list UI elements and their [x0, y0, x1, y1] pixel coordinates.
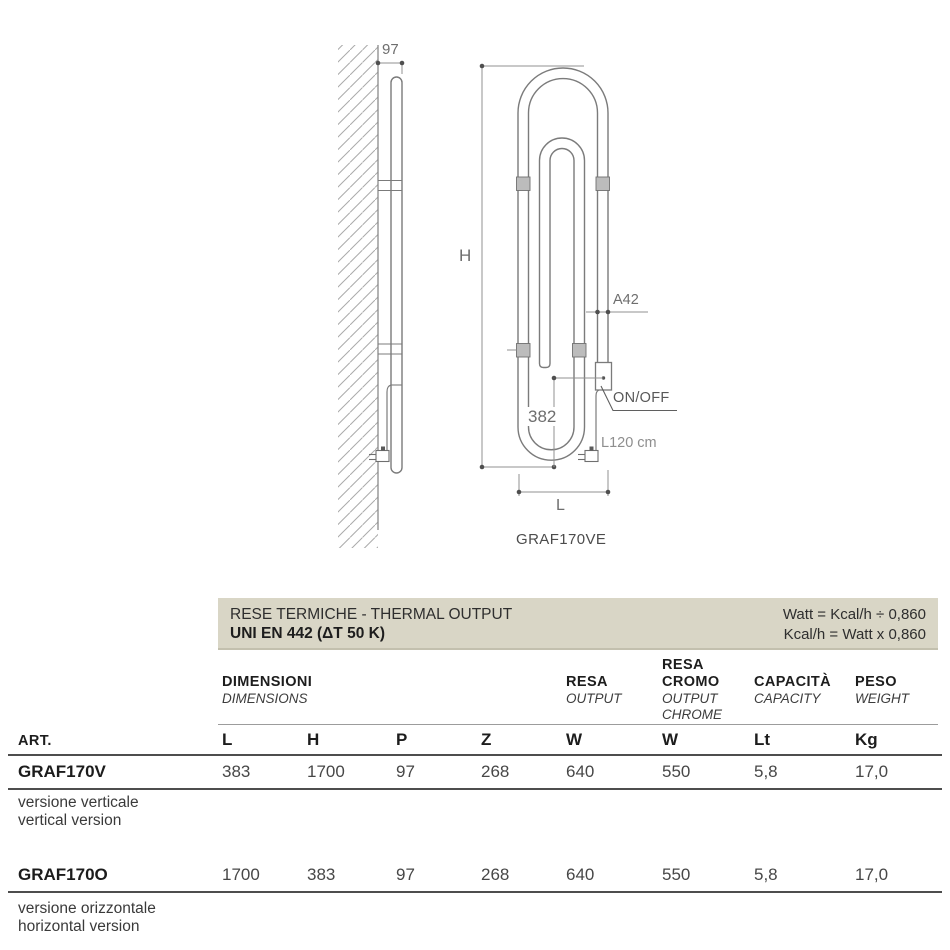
onoff-label: ON/OFF: [613, 390, 670, 406]
row1-Kg: 17,0: [855, 762, 889, 781]
row1-H: 1700: [307, 762, 345, 781]
group-subtitle-row: [18, 691, 950, 722]
row2-W-chrome: 550: [662, 865, 691, 884]
unit-L: L: [222, 730, 233, 749]
offset-dim-label: 382: [528, 407, 557, 426]
row1-W-output: 640: [566, 762, 595, 781]
closed-end-cap: [540, 364, 551, 368]
table-rule-thin: [218, 724, 938, 725]
row2-note: [18, 900, 156, 935]
group-weight-subtitle: WEIGHT: [855, 691, 909, 706]
tube-dim-label: A42: [613, 292, 639, 308]
thermal-band-title: RESE TERMICHE - THERMAL OUTPUT: [230, 606, 513, 623]
group-output-title: RESA: [566, 674, 608, 690]
row2-art: GRAF170O: [18, 865, 108, 884]
row1-note: [18, 794, 139, 829]
group-dimensions-subtitle: DIMENSIONS: [222, 691, 308, 706]
thermal-band: [218, 598, 938, 650]
model-caption: GRAF170VE: [516, 531, 607, 548]
row1-Lt: 5,8: [754, 762, 778, 781]
group-capacity-title: CAPACITÀ: [754, 674, 832, 690]
row2-P: 97: [396, 865, 415, 884]
row2-H: 383: [307, 865, 336, 884]
unit-H: H: [307, 730, 320, 749]
table-rule-heavy-3: [8, 891, 942, 893]
row2-Kg: 17,0: [855, 865, 889, 884]
mounting-collars: [507, 177, 610, 357]
wall-hatch: [338, 45, 378, 548]
group-weight-title: PESO: [855, 674, 897, 690]
row1-art: GRAF170V: [18, 762, 106, 781]
unit-W-chrome: W: [662, 730, 679, 749]
art-header: ART.: [18, 733, 52, 749]
table-row: [18, 865, 950, 885]
group-output-chrome-subtitle: OUTPUT CHROME: [662, 691, 722, 722]
dimension-tube: [586, 310, 648, 315]
group-dimensions-title: DIMENSIONI: [222, 674, 313, 690]
row1-W-chrome: 550: [662, 762, 691, 781]
height-dim-label: H: [459, 246, 472, 265]
group-title-row: [18, 652, 950, 691]
row2-Z: 268: [481, 865, 510, 884]
unit-P: P: [396, 730, 408, 749]
group-output-chrome-title: RESA CROMO: [662, 657, 720, 690]
row1-note-it: versione verticale: [18, 794, 139, 811]
valve-box: [596, 363, 612, 391]
unit-Kg: Kg: [855, 730, 878, 749]
front-view: [518, 68, 608, 460]
thermal-band-titles: [230, 605, 512, 648]
group-output-subtitle: OUTPUT: [566, 691, 622, 706]
cable-length-label: L120 cm: [601, 435, 657, 451]
row1-L: 383: [222, 762, 251, 781]
power-plug-icon: [578, 447, 598, 462]
depth-dim-label: 97: [382, 41, 399, 58]
table-row: [18, 762, 950, 782]
row2-note-it: versione orizzontale: [18, 900, 156, 917]
group-capacity-subtitle: CAPACITY: [754, 691, 821, 706]
unit-W-output: W: [566, 730, 583, 749]
units-row: [18, 730, 950, 750]
formula-kcal: Kcal/h = Watt x 0,860: [783, 625, 926, 643]
width-dim-label: L: [556, 497, 565, 514]
power-cable: [596, 390, 599, 451]
row2-W-output: 640: [566, 865, 595, 884]
row1-Z: 268: [481, 762, 510, 781]
table-rule-heavy-2: [8, 788, 942, 790]
table-rule-heavy-1: [8, 754, 942, 756]
row1-note-en: vertical version: [18, 811, 122, 829]
dimension-width: [517, 470, 611, 496]
unit-Lt: Lt: [754, 730, 771, 749]
row2-L: 1700: [222, 865, 260, 884]
row1-P: 97: [396, 762, 415, 781]
thermal-band-norm: UNI EN 442 (ΔT 50 K): [230, 625, 385, 642]
thermal-band-formulas: [783, 605, 926, 648]
dimension-depth: [376, 61, 405, 74]
row2-Lt: 5,8: [754, 865, 778, 884]
formula-watt: Watt = Kcal/h ÷ 0,860: [782, 606, 926, 623]
unit-Z: Z: [481, 730, 492, 749]
row2-note-en: horizontal version: [18, 917, 140, 935]
